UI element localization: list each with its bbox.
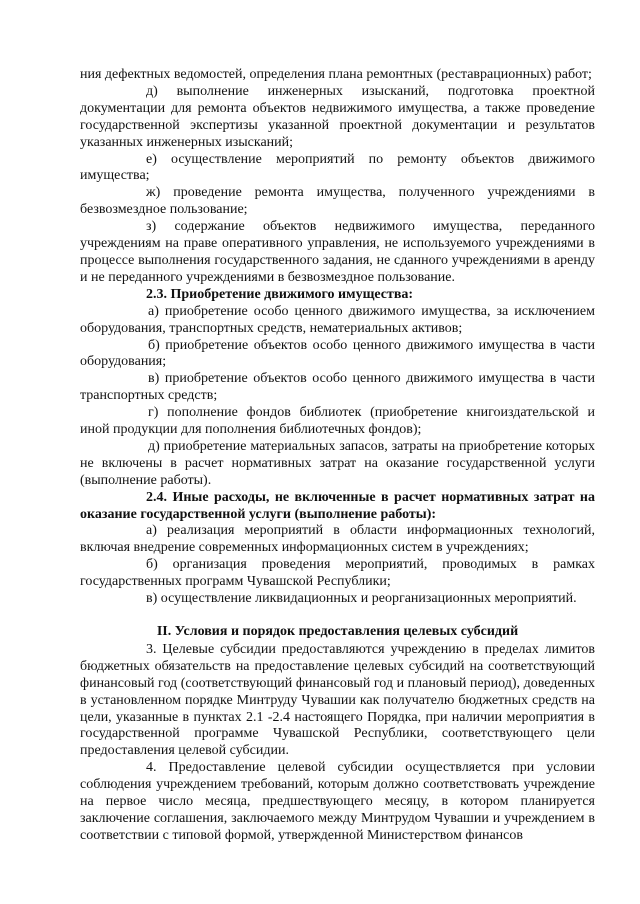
paragraph-4: 4. Предоставление целевой субсидии осуществляется при условии соблюдения учреждением требований, которым должно соответствовать учреждение на первое число месяца, предшествующего месяцу, в котором планируется заключение соглашения, заключаемого между Минтрудом Чувашии и учреждением в соответствии с типовой формой, утвержденной Министерством финансов: [80, 760, 595, 843]
paragraph-2-3-b: б) приобретение объектов особо ценного движимого имущества в части оборудования;: [80, 337, 595, 370]
paragraph-2-3-g: г) пополнение фондов библиотек (приобретение книгоиздательской и иной продукции для пополнения библиотечных фондов);: [80, 405, 595, 438]
document-page: [80, 67, 595, 845]
paragraph-item-z: з) содержание объектов недвижимого имущества, переданного учреждениям на праве оперативного управления, не используемого учреждениями в процессе выполнения государственного задания, не сданного учреждениями в аренду и не переданного учреждениями в безвозмездное пользование.: [80, 219, 595, 285]
paragraph-2-4-b: б) организация проведения мероприятий, проводимых в рамках государственных программ Чувашской Республики;: [80, 557, 595, 590]
section-title-2: II. Условия и порядок предоставления целевых субсидий: [156, 624, 519, 639]
paragraph-2-4-a: а) реализация мероприятий в области информационных технологий, включая внедрение современных информационных систем в учреждениях;: [80, 523, 595, 556]
subsection-heading-2-3: 2.3. Приобретение движимого имущества:: [146, 286, 414, 302]
paragraph-item-d: д) выполнение инженерных изысканий, подготовка проектной документации для ремонта объектов недвижимого имущества, а также проведение государственной экспертизы указанной проектной документации и результатов указанных инженерных изысканий;: [80, 83, 595, 150]
paragraph-continuation: ния дефектных ведомостей, определения плана ремонтных (реставрационных) работ;: [80, 67, 592, 82]
paragraph-2-4-v: в) осуществление ликвидационных и реорганизационных мероприятий.: [146, 591, 577, 607]
subsection-heading-2-4: 2.4. Иные расходы, не включенные в расчет нормативных затрат на оказание государственной услуги (выполнение работы):: [80, 489, 595, 522]
paragraph-item-e: е) осуществление мероприятий по ремонту объектов движимого имущества;: [80, 151, 595, 184]
paragraph-3: 3. Целевые субсидии предоставляются учреждению в пределах лимитов бюджетных обязательств на предоставление целевых субсидий на соответствующий финансовый год (соответствующий финансовый год и плановый период), доведенных в установленном порядке Минтруду Чувашии как получателю бюджетных средств на цели, указанные в пунктах 2.1 -2.4 настоящего Порядка, при наличии мероприятия в государственной программе Чувашской Республики, соответствующего цели предоставления целевой субсидии.: [80, 641, 595, 759]
paragraph-2-3-a: а) приобретение особо ценного движимого имущества, за исключением оборудования, транспортных средств, нематериальных активов;: [80, 303, 595, 336]
paragraph-2-3-v: в) приобретение объектов особо ценного движимого имущества в части транспортных средств;: [80, 371, 595, 404]
paragraph-2-3-d: д) приобретение материальных запасов, затраты на приобретение которых не включены в расчет нормативных затрат на оказание государственной услуги (выполнение работы).: [80, 438, 595, 488]
paragraph-item-zh: ж) проведение ремонта имущества, полученного учреждениями в безвозмездное пользование;: [80, 185, 595, 218]
